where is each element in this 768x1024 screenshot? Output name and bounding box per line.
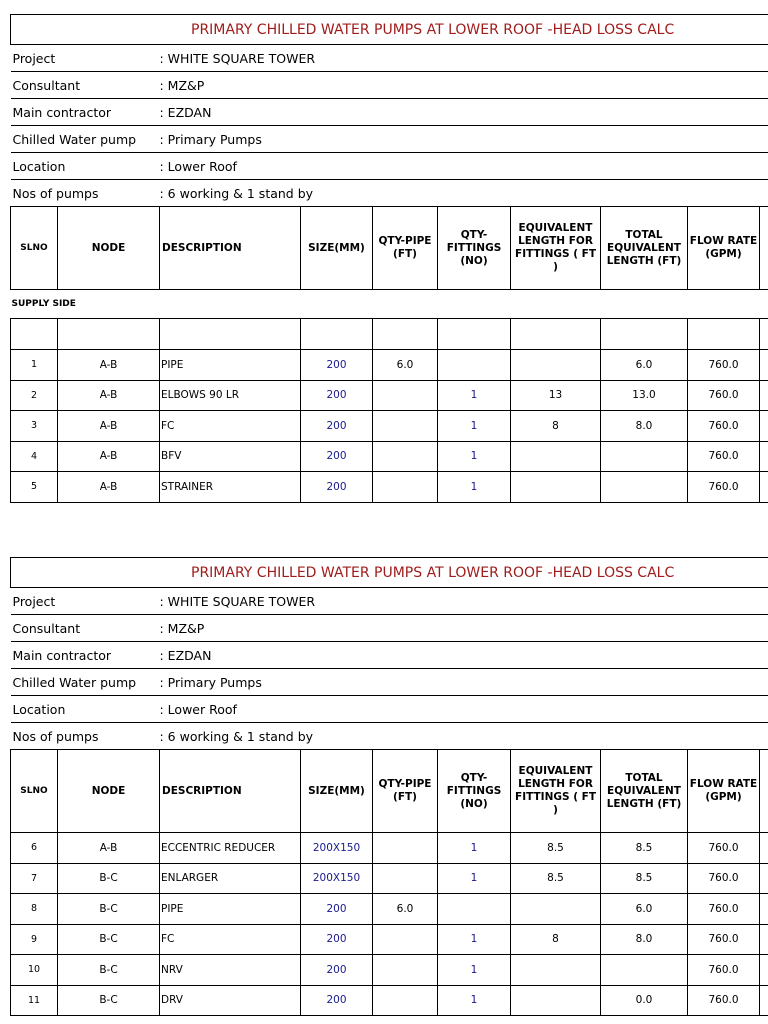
table-row [11, 472, 768, 503]
header-equivalent-length: EQUIVALENT LENGTH FOR FITTINGS ( FT ) [511, 207, 601, 290]
cell-size: 200 [301, 472, 373, 503]
header-description: DESCRIPTION [160, 207, 301, 290]
cell-qty-fittings: 1 [438, 833, 511, 864]
cell-qty-fittings: 1 [438, 411, 511, 442]
main-contractor-label: Main contractor [11, 642, 160, 669]
header-slno: SLNO [11, 207, 58, 290]
cell-equivalent-length: 8.5 [511, 863, 601, 894]
cell-description: BFV [160, 441, 301, 472]
cell-qty-fittings [438, 894, 511, 925]
consultant-value: : MZ&P [160, 72, 768, 99]
table-row [11, 350, 768, 381]
cell-node: B-C [58, 955, 160, 986]
table-row [11, 380, 768, 411]
cell-slno: 1 [11, 350, 58, 381]
cell-size: 200 [301, 411, 373, 442]
cell-qty-pipe [373, 985, 438, 1016]
cell-total-equivalent [601, 955, 688, 986]
cell-node: A-B [58, 411, 160, 442]
cell-description: FC [160, 924, 301, 955]
table-row [11, 955, 768, 986]
cell-flow-rate: 760.0 [688, 411, 760, 442]
cell-size: 200 [301, 350, 373, 381]
cell-extra [760, 411, 768, 442]
cell-equivalent-length [511, 955, 601, 986]
sheet-table [10, 14, 768, 503]
cell-flow-rate: 760.0 [688, 985, 760, 1016]
cell-description: DRV [160, 985, 301, 1016]
header-total-equivalent: TOTAL EQUIVALENT LENGTH (FT) [601, 207, 688, 290]
cell-extra [760, 350, 768, 381]
project-label: Project [11, 588, 160, 615]
cell-size: 200 [301, 380, 373, 411]
header-slno: SLNO [11, 750, 58, 833]
header-qty-fittings: QTY-FITTINGS (NO) [438, 750, 511, 833]
cell-equivalent-length [511, 350, 601, 381]
cell-node: A-B [58, 350, 160, 381]
table-row [11, 894, 768, 925]
nos-of-pumps-value: : 6 working & 1 stand by [160, 180, 768, 207]
cell-flow-rate: 760.0 [688, 441, 760, 472]
cell-equivalent-length: 8 [511, 924, 601, 955]
header-qty-pipe: QTY-PIPE (FT) [373, 750, 438, 833]
main-contractor-label: Main contractor [11, 99, 160, 126]
cell-qty-fittings: 1 [438, 441, 511, 472]
nos-of-pumps-label: Nos of pumps [11, 723, 160, 750]
cell-size: 200X150 [301, 833, 373, 864]
project-value: : WHITE SQUARE TOWER [160, 588, 768, 615]
cell-total-equivalent: 6.0 [601, 350, 688, 381]
location-label: Location [11, 696, 160, 723]
cell-qty-fittings: 1 [438, 472, 511, 503]
location-label: Location [11, 153, 160, 180]
cell-qty-pipe [373, 955, 438, 986]
cell-equivalent-length: 8.5 [511, 833, 601, 864]
cell-equivalent-length: 13 [511, 380, 601, 411]
cell-qty-pipe [373, 863, 438, 894]
sheet-2-rows [11, 833, 768, 1016]
cell-slno: 5 [11, 472, 58, 503]
cell-total-equivalent: 8.5 [601, 863, 688, 894]
cell-equivalent-length [511, 441, 601, 472]
header-size: SIZE(MM) [301, 750, 373, 833]
cell-extra [760, 955, 768, 986]
cell-extra [760, 894, 768, 925]
cell-flow-rate: 760.0 [688, 833, 760, 864]
header-node: NODE [58, 750, 160, 833]
cell-extra [760, 441, 768, 472]
chilled-water-pump-label: Chilled Water pump [11, 669, 160, 696]
chilled-water-pump-value: : Primary Pumps [160, 669, 768, 696]
cell-node: A-B [58, 441, 160, 472]
calc-sheet-1 [10, 14, 768, 503]
cell-description: ENLARGER [160, 863, 301, 894]
table-row [11, 863, 768, 894]
cell-size: 200 [301, 985, 373, 1016]
cell-slno: 6 [11, 833, 58, 864]
location-value: : Lower Roof [160, 696, 768, 723]
cell-flow-rate: 760.0 [688, 380, 760, 411]
cell-description: STRAINER [160, 472, 301, 503]
cell-description: ECCENTRIC REDUCER [160, 833, 301, 864]
cell-qty-pipe [373, 833, 438, 864]
consultant-value: : MZ&P [160, 615, 768, 642]
cell-qty-pipe [373, 472, 438, 503]
cell-total-equivalent: 6.0 [601, 894, 688, 925]
section-label: SUPPLY SIDE [11, 290, 768, 319]
cell-total-equivalent: 8.5 [601, 833, 688, 864]
nos-of-pumps-value: : 6 working & 1 stand by [160, 723, 768, 750]
main-contractor-value: : EZDAN [160, 642, 768, 669]
cell-flow-rate: 760.0 [688, 863, 760, 894]
cell-extra [760, 985, 768, 1016]
cell-description: PIPE [160, 350, 301, 381]
header-equivalent-length: EQUIVALENT LENGTH FOR FITTINGS ( FT ) [511, 750, 601, 833]
table-row [11, 924, 768, 955]
cell-qty-fittings: 1 [438, 380, 511, 411]
cell-extra [760, 924, 768, 955]
table-header-row [11, 207, 768, 290]
cell-qty-pipe: 6.0 [373, 894, 438, 925]
table-row [11, 411, 768, 442]
cell-flow-rate: 760.0 [688, 472, 760, 503]
table-row [11, 985, 768, 1016]
cell-size: 200 [301, 894, 373, 925]
cell-slno: 9 [11, 924, 58, 955]
cell-qty-fittings: 1 [438, 863, 511, 894]
header-description: DESCRIPTION [160, 750, 301, 833]
cell-equivalent-length [511, 985, 601, 1016]
cell-equivalent-length [511, 894, 601, 925]
table-row [11, 833, 768, 864]
nos-of-pumps-label: Nos of pumps [11, 180, 160, 207]
project-label: Project [11, 45, 160, 72]
sheet-title: PRIMARY CHILLED WATER PUMPS AT LOWER ROOF -HEAD LOSS CALC [11, 558, 768, 588]
header-total-equivalent: TOTAL EQUIVALENT LENGTH (FT) [601, 750, 688, 833]
cell-slno: 4 [11, 441, 58, 472]
cell-slno: 3 [11, 411, 58, 442]
header-node: NODE [58, 207, 160, 290]
cell-node: B-C [58, 863, 160, 894]
cell-extra [760, 863, 768, 894]
cell-slno: 8 [11, 894, 58, 925]
cell-size: 200 [301, 924, 373, 955]
cell-slno: 10 [11, 955, 58, 986]
cell-flow-rate: 760.0 [688, 955, 760, 986]
cell-slno: 7 [11, 863, 58, 894]
cell-node: B-C [58, 985, 160, 1016]
sheet-table [10, 557, 768, 1016]
cell-size: 200 [301, 441, 373, 472]
cell-description: PIPE [160, 894, 301, 925]
chilled-water-pump-value: : Primary Pumps [160, 126, 768, 153]
cell-qty-pipe [373, 411, 438, 442]
cell-qty-fittings [438, 350, 511, 381]
cell-total-equivalent: 13.0 [601, 380, 688, 411]
cell-slno: 11 [11, 985, 58, 1016]
cell-total-equivalent: 8.0 [601, 924, 688, 955]
cell-total-equivalent [601, 472, 688, 503]
table-row [11, 441, 768, 472]
header-qty-fittings: QTY-FITTINGS (NO) [438, 207, 511, 290]
header-extra [760, 750, 768, 833]
consultant-label: Consultant [11, 615, 160, 642]
sheet-1-rows [11, 350, 768, 503]
header-size: SIZE(MM) [301, 207, 373, 290]
cell-extra [760, 472, 768, 503]
chilled-water-pump-label: Chilled Water pump [11, 126, 160, 153]
cell-qty-pipe [373, 380, 438, 411]
cell-total-equivalent [601, 441, 688, 472]
cell-flow-rate: 760.0 [688, 894, 760, 925]
cell-node: B-C [58, 924, 160, 955]
cell-equivalent-length [511, 472, 601, 503]
cell-total-equivalent: 0.0 [601, 985, 688, 1016]
blank-row [11, 319, 768, 350]
cell-qty-fittings: 1 [438, 985, 511, 1016]
cell-qty-fittings: 1 [438, 924, 511, 955]
cell-qty-pipe [373, 441, 438, 472]
cell-size: 200X150 [301, 863, 373, 894]
cell-total-equivalent: 8.0 [601, 411, 688, 442]
cell-size: 200 [301, 955, 373, 986]
cell-equivalent-length: 8 [511, 411, 601, 442]
project-value: : WHITE SQUARE TOWER [160, 45, 768, 72]
cell-slno: 2 [11, 380, 58, 411]
cell-qty-fittings: 1 [438, 955, 511, 986]
main-contractor-value: : EZDAN [160, 99, 768, 126]
cell-description: NRV [160, 955, 301, 986]
cell-node: A-B [58, 833, 160, 864]
cell-qty-pipe: 6.0 [373, 350, 438, 381]
header-qty-pipe: QTY-PIPE (FT) [373, 207, 438, 290]
cell-flow-rate: 760.0 [688, 350, 760, 381]
cell-extra [760, 833, 768, 864]
cell-description: ELBOWS 90 LR [160, 380, 301, 411]
cell-qty-pipe [373, 924, 438, 955]
header-flow-rate: FLOW RATE (GPM) [688, 207, 760, 290]
consultant-label: Consultant [11, 72, 160, 99]
cell-flow-rate: 760.0 [688, 924, 760, 955]
cell-extra [760, 380, 768, 411]
cell-node: A-B [58, 472, 160, 503]
sheet-title: PRIMARY CHILLED WATER PUMPS AT LOWER ROOF -HEAD LOSS CALC [11, 15, 768, 45]
calc-sheet-2 [10, 557, 768, 1016]
header-flow-rate: FLOW RATE (GPM) [688, 750, 760, 833]
table-header-row [11, 750, 768, 833]
header-extra [760, 207, 768, 290]
cell-node: A-B [58, 380, 160, 411]
cell-node: B-C [58, 894, 160, 925]
location-value: : Lower Roof [160, 153, 768, 180]
cell-description: FC [160, 411, 301, 442]
